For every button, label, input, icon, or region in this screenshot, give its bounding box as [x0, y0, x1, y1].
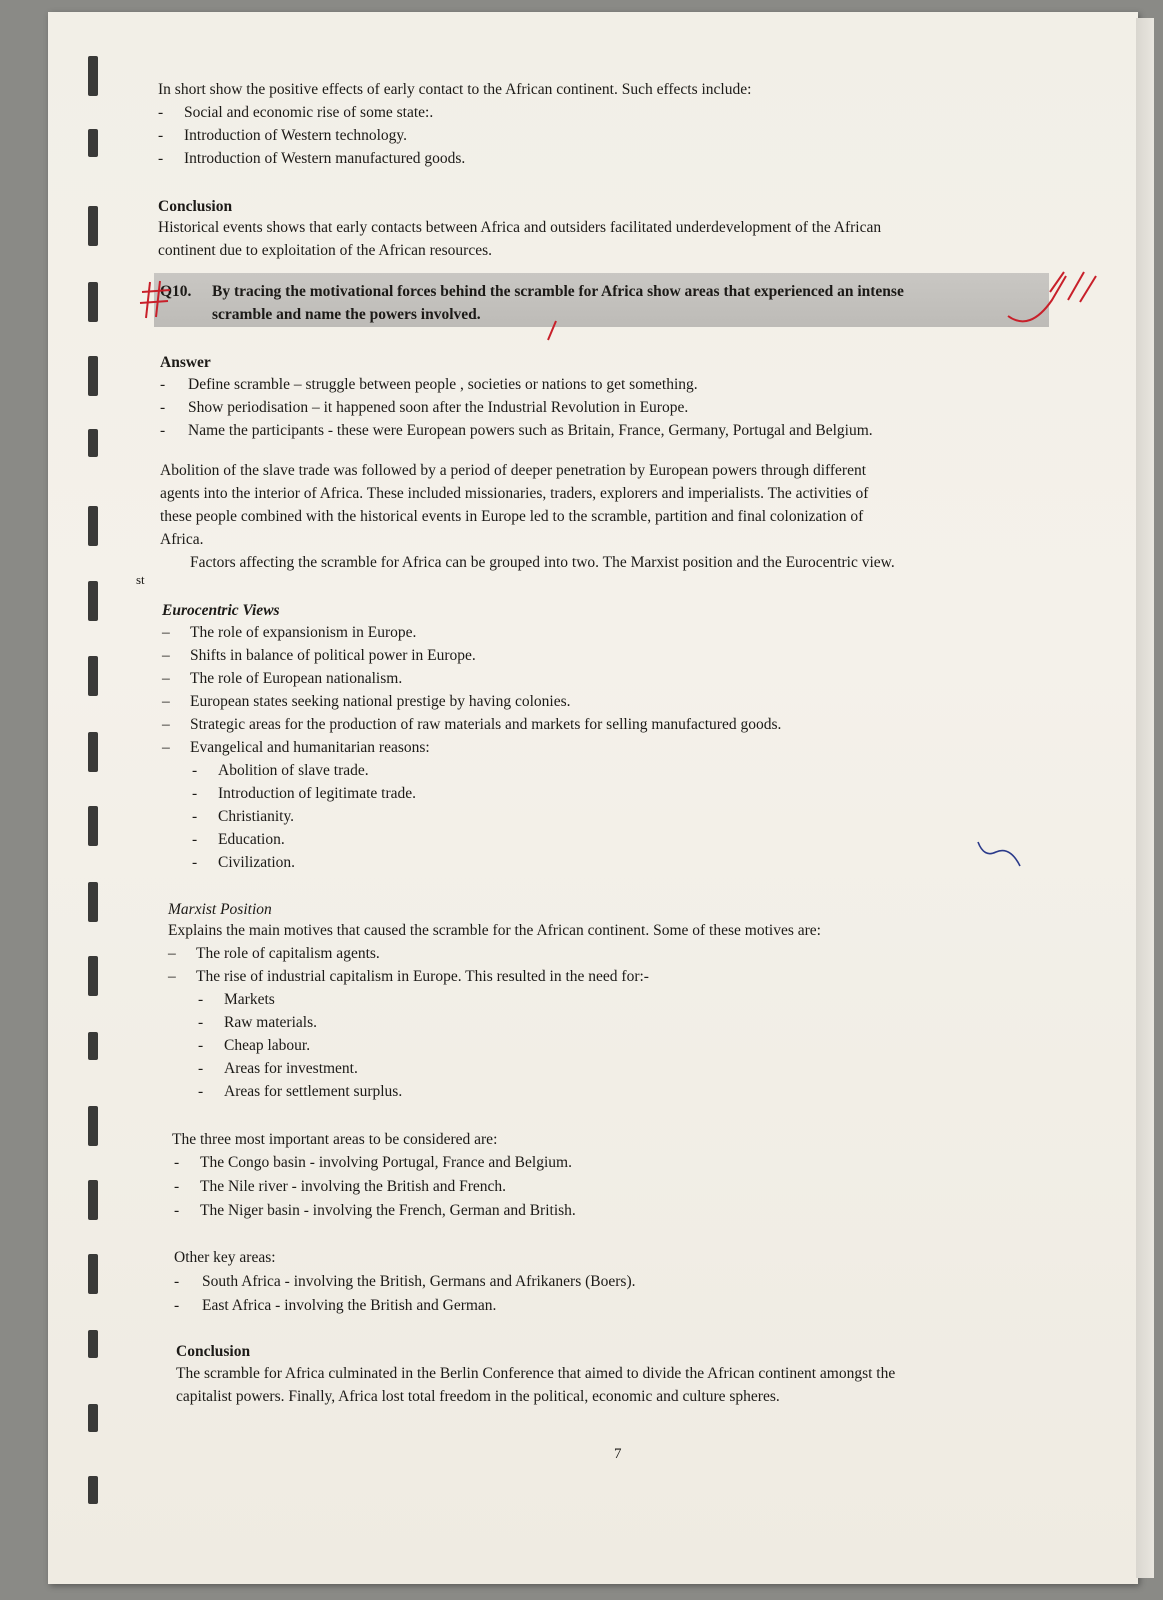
red-hash-mark [140, 281, 170, 318]
page-number: 7 [614, 1446, 622, 1462]
margin-note: st [136, 572, 145, 587]
area-item: The Nile river - involving the British and French. [200, 1178, 507, 1195]
marxist-subitem: Cheap labour. [224, 1037, 311, 1054]
marxist-subitem: Markets [224, 991, 275, 1008]
question-number: Q10. [160, 283, 192, 300]
marxist-subitem: Areas for settlement surplus. [224, 1083, 403, 1100]
other-area-item: South Africa - involving the British, Germans and Afrikaners (Boers). [202, 1273, 636, 1290]
eurocentric-item: European states seeking national prestige by having colonies. [190, 693, 571, 710]
answer-item: Name the participants - these were European powers such as Britain, France, Germany, Portugal and Belgium. [188, 422, 873, 439]
eurocentric-item: The role of expansionism in Europe. [190, 624, 417, 641]
factors-line: Factors affecting the scramble for Africa can be grouped into two. The Marxist position and the Eurocentric view. [190, 554, 895, 571]
eurocentric-subitem: Civilization. [218, 854, 296, 871]
question-line: By tracing the motivational forces behind the scramble for Africa show areas that experienced an intense [212, 283, 904, 300]
red-check-mark [548, 272, 1096, 340]
other-areas-intro: Other key areas: [174, 1249, 276, 1266]
answer-paragraph: these people combined with the historical events in Europe led to the scramble, partition and final colonization of [160, 508, 864, 525]
eurocentric-subitem: Education. [218, 831, 285, 848]
intro-line: In short show the positive effects of early contact to the African continent. Such effects include: [158, 81, 752, 98]
eurocentric-subitem: Christianity. [218, 808, 295, 825]
area-item: The Congo basin - involving Portugal, France and Belgium. [200, 1154, 572, 1171]
conclusion-line: continent due to exploitation of the African resources. [158, 242, 493, 259]
answer-item: Define scramble – struggle between people , societies or nations to get something. [188, 376, 698, 393]
eurocentric-item: Shifts in balance of political power in Europe. [190, 647, 476, 664]
eurocentric-heading: Eurocentric Views [162, 602, 280, 619]
conclusion-line: capitalist powers. Finally, Africa lost total freedom in the political, economic and culture spheres. [176, 1388, 780, 1405]
marxist-subitem: Raw materials. [224, 1014, 317, 1031]
marxist-subitem: Areas for investment. [224, 1060, 358, 1077]
question-line: scramble and name the powers involved. [212, 306, 481, 323]
eurocentric-subitem: Introduction of legitimate trade. [218, 785, 416, 802]
intro-item: Introduction of Western manufactured goods. [184, 150, 466, 167]
eurocentric-item: Strategic areas for the production of raw materials and markets for selling manufactured goods. [190, 716, 782, 733]
blue-pen-mark [978, 842, 1020, 866]
eurocentric-item: The role of European nationalism. [190, 670, 403, 687]
marxist-heading: Marxist Position [168, 901, 272, 918]
intro-item: Social and economic rise of some state:. [184, 104, 434, 121]
area-item: The Niger basin - involving the French, German and British. [200, 1202, 576, 1219]
answer-paragraph: Africa. [160, 531, 204, 548]
answer-paragraph: Abolition of the slave trade was followed by a period of deeper penetration by European powers through different [160, 462, 867, 479]
answer-paragraph: agents into the interior of Africa. These included missionaries, traders, explorers and imperialists. The activities of [160, 485, 869, 502]
eurocentric-subitem: Abolition of slave trade. [218, 762, 369, 779]
conclusion-heading: Conclusion [176, 1343, 251, 1360]
intro-item: Introduction of Western technology. [184, 127, 408, 144]
marxist-item: The rise of industrial capitalism in Europe. This resulted in the need for:- [196, 968, 649, 985]
conclusion-heading: Conclusion [158, 198, 233, 215]
conclusion-line: The scramble for Africa culminated in the Berlin Conference that aimed to divide the African continent amongst the [176, 1365, 896, 1382]
marxist-item: The role of capitalism agents. [196, 945, 380, 962]
marxist-intro: Explains the main motives that caused the scramble for the African continent. Some of these motives are: [168, 922, 821, 939]
conclusion-line: Historical events shows that early contacts between Africa and outsiders facilitated underdevelopment of the African [158, 219, 882, 236]
answer-heading: Answer [160, 354, 211, 371]
answer-item: Show periodisation – it happened soon after the Industrial Revolution in Europe. [188, 399, 689, 416]
eurocentric-item: Evangelical and humanitarian reasons: [190, 739, 430, 756]
areas-intro: The three most important areas to be considered are: [172, 1131, 498, 1148]
other-area-item: East Africa - involving the British and German. [202, 1297, 497, 1314]
